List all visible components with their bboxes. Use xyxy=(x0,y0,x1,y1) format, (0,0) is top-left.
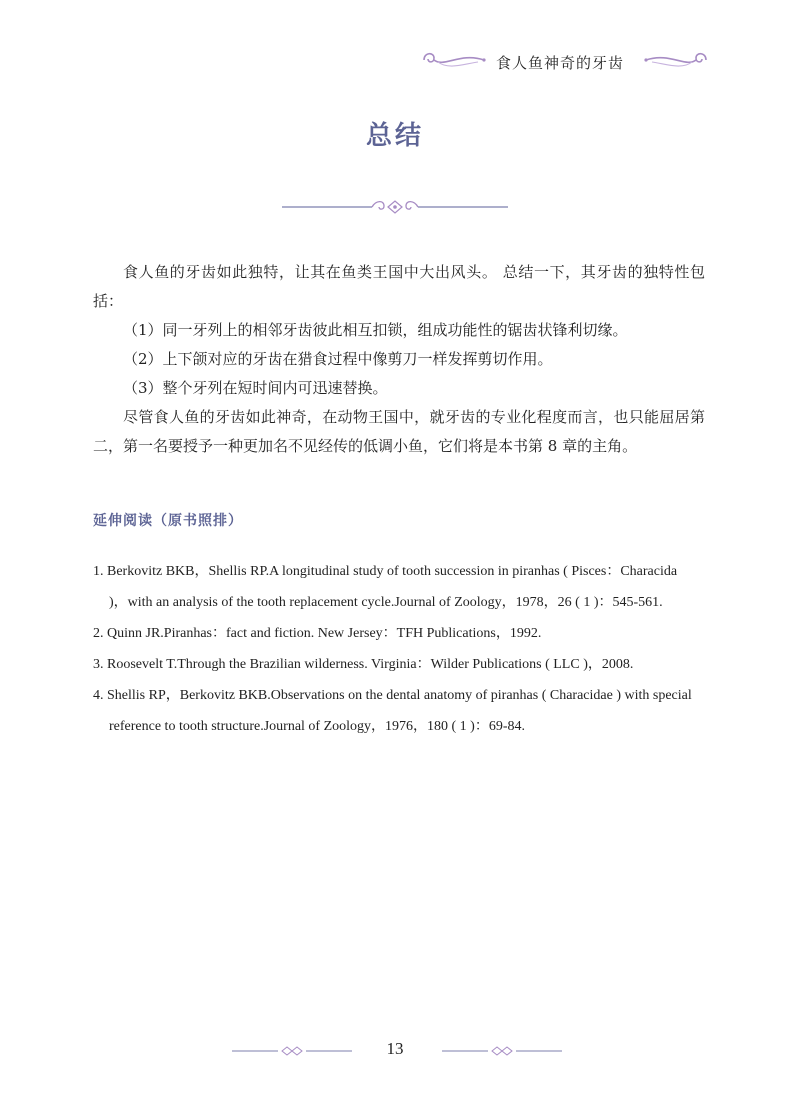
summary-list-item: （2）上下颌对应的牙齿在猎食过程中像剪刀一样发挥剪切作用。 xyxy=(123,350,553,368)
summary-body xyxy=(93,258,705,461)
page-number: 13 xyxy=(386,1039,404,1058)
summary-paragraph: 食人鱼的牙齿如此独特，让其在鱼类王国中大出风头。 总结一下，其牙齿的独特性包括： xyxy=(93,263,705,310)
reference-item: 2. Quinn JR.Piranhas：fact and fiction. New Jersey：TFH Publications，1992. xyxy=(93,626,542,641)
reference-item: 4. Shellis RP，Berkovitz BKB.Observations on the dental anatomy of piranhas ( Characidae ) with special reference to tooth structure.Journal of Zoology，1976，180 ( 1 )：69-84. xyxy=(93,688,692,734)
scroll-divider-icon xyxy=(280,196,510,218)
reference-list xyxy=(93,556,698,742)
reference-item: 3. Roosevelt T.Through the Brazilian wilderness. Virginia：Wilder Publications ( LLC )，2008. xyxy=(93,657,634,672)
flourish-ornament-icon xyxy=(420,48,488,72)
running-header xyxy=(420,44,710,80)
reference-item: 1. Berkovitz BKB，Shellis RP.A longitudinal study of tooth succession in piranhas ( Pisces：Characida )，with an analysis of the tooth replacement cycle.Journal of Zoology，1978，26 ( 1 )：545-561. xyxy=(93,564,678,610)
scroll-divider-icon xyxy=(442,1044,562,1058)
summary-list-item: （1）同一牙列上的相邻牙齿彼此相互扣锁，组成功能性的锯齿状锋利切缘。 xyxy=(123,321,628,339)
running-header-title: 食人鱼神奇的牙齿 xyxy=(496,54,625,72)
page-title: 总结 xyxy=(365,121,424,151)
page-footer xyxy=(0,1036,790,1066)
flourish-ornament-icon xyxy=(642,48,710,72)
summary-paragraph: 尽管食人鱼的牙齿如此神奇，在动物王国中，就牙齿的专业化程度而言，也只能屈居第二，第一名要授予一种更加名不见经传的低调小鱼，它们将是本书第 8 章的主角。 xyxy=(93,408,705,455)
further-reading-heading: 延伸阅读（原书照排） xyxy=(93,513,243,529)
summary-list-item: （3）整个牙列在短时间内可迅速替换。 xyxy=(123,379,388,397)
